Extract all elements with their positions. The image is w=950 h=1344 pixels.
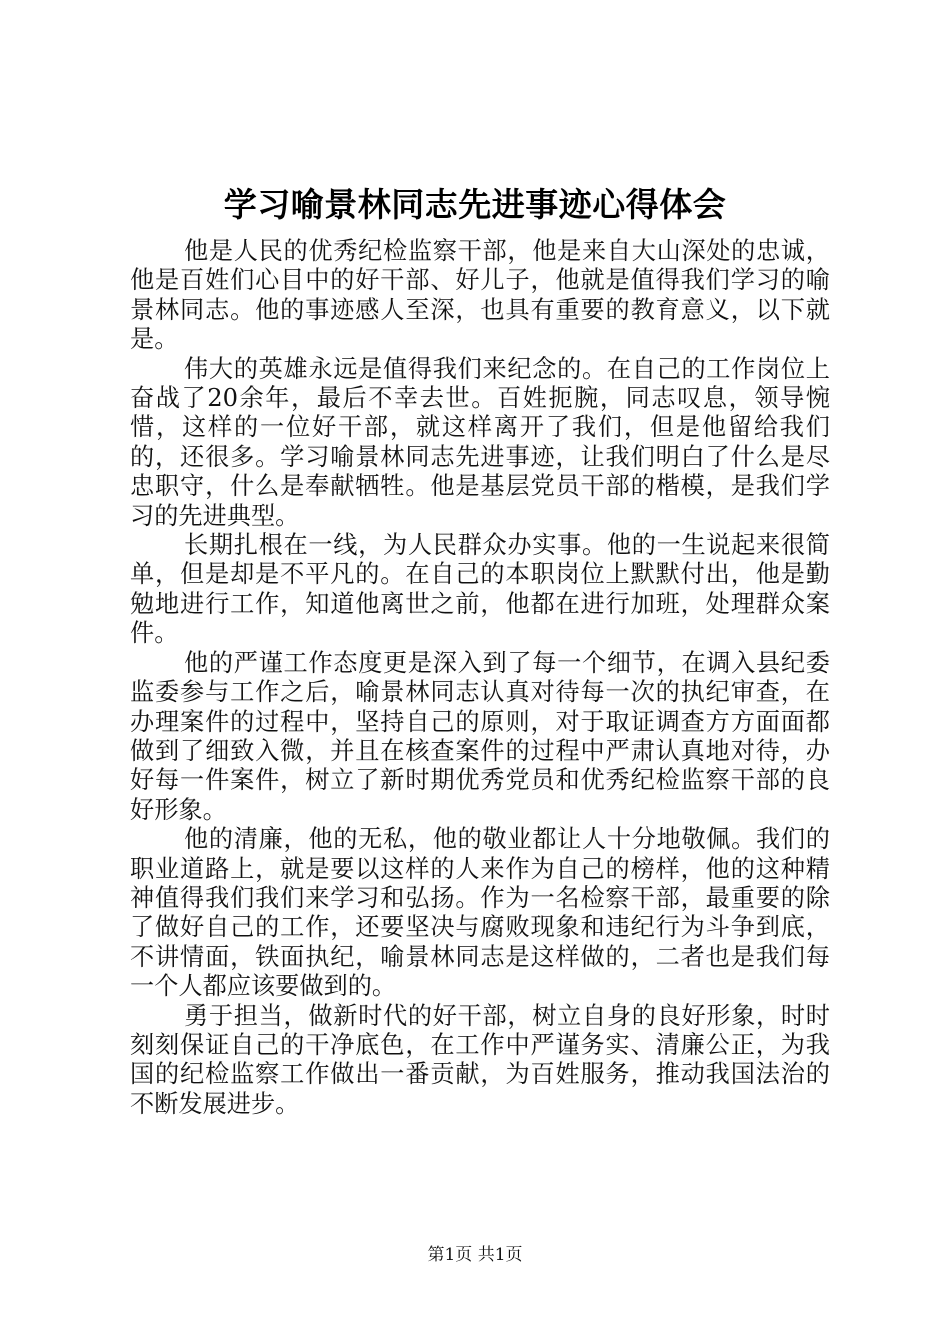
document-title: 学习喻景林同志先进事迹心得体会 [223,185,727,224]
page-number-footer: 第1页 共1页 [427,1245,523,1265]
paragraph-rigor: 他的严谨工作态度更是深入到了每一个细节，在调入县纪委监委参与工作之后，喻景林同志认真对待每一次的执纪审查，在办理案件的过程中，坚持自己的原则，对于取证调查方方面面都做到了细致入微，并且在核查案件的过程中严肃认真地对待，办好每一件案件，树立了新时期优秀党员和优秀纪检监察干部的良好形象。 [130,648,830,824]
paragraph-conclusion: 勇于担当，做新时代的好干部，树立自身的良好形象，时时刻刻保证自己的干净底色，在工作中严谨务实、清廉公正，为我国的纪检监察工作做出一番贡献，为百姓服务，推动我国法治的不断发展进步。 [130,1001,830,1118]
paragraph-hero: 伟大的英雄永远是值得我们来纪念的。在自己的工作岗位上奋战了20余年，最后不幸去世。百姓扼腕，同志叹息，领导惋惜，这样的一位好干部，就这样离开了我们，但是他留给我们的，还很多。学习喻景林同志先进事迹，让我们明白了什么是尽忠职守，什么是奉献牺牲。他是基层党员干部的楷模，是我们学习的先进典型。 [130,354,830,530]
paragraph-frontline: 长期扎根在一线，为人民群众办实事。他的一生说起来很简单，但是却是不平凡的。在自己的本职岗位上默默付出，他是勤勉地进行工作，知道他离世之前，他都在进行加班，处理群众案件。 [130,531,830,648]
document-body [130,237,830,1119]
paragraph-intro: 他是人民的优秀纪检监察干部，他是来自大山深处的忠诚，他是百姓们心目中的好干部、好儿子，他就是值得我们学习的喻景林同志。他的事迹感人至深，也具有重要的教育意义，以下就是。 [130,237,830,354]
paragraph-integrity: 他的清廉，他的无私，他的敬业都让人十分地敬佩。我们的职业道路上，就是要以这样的人来作为自己的榜样，他的这种精神值得我们我们来学习和弘扬。作为一名检察干部，最重要的除了做好自己的工作，还要坚决与腐败现象和违纪行为斗争到底，不讲情面，铁面执纪，喻景林同志是这样做的，二者也是我们每一个人都应该要做到的。 [130,825,830,1001]
